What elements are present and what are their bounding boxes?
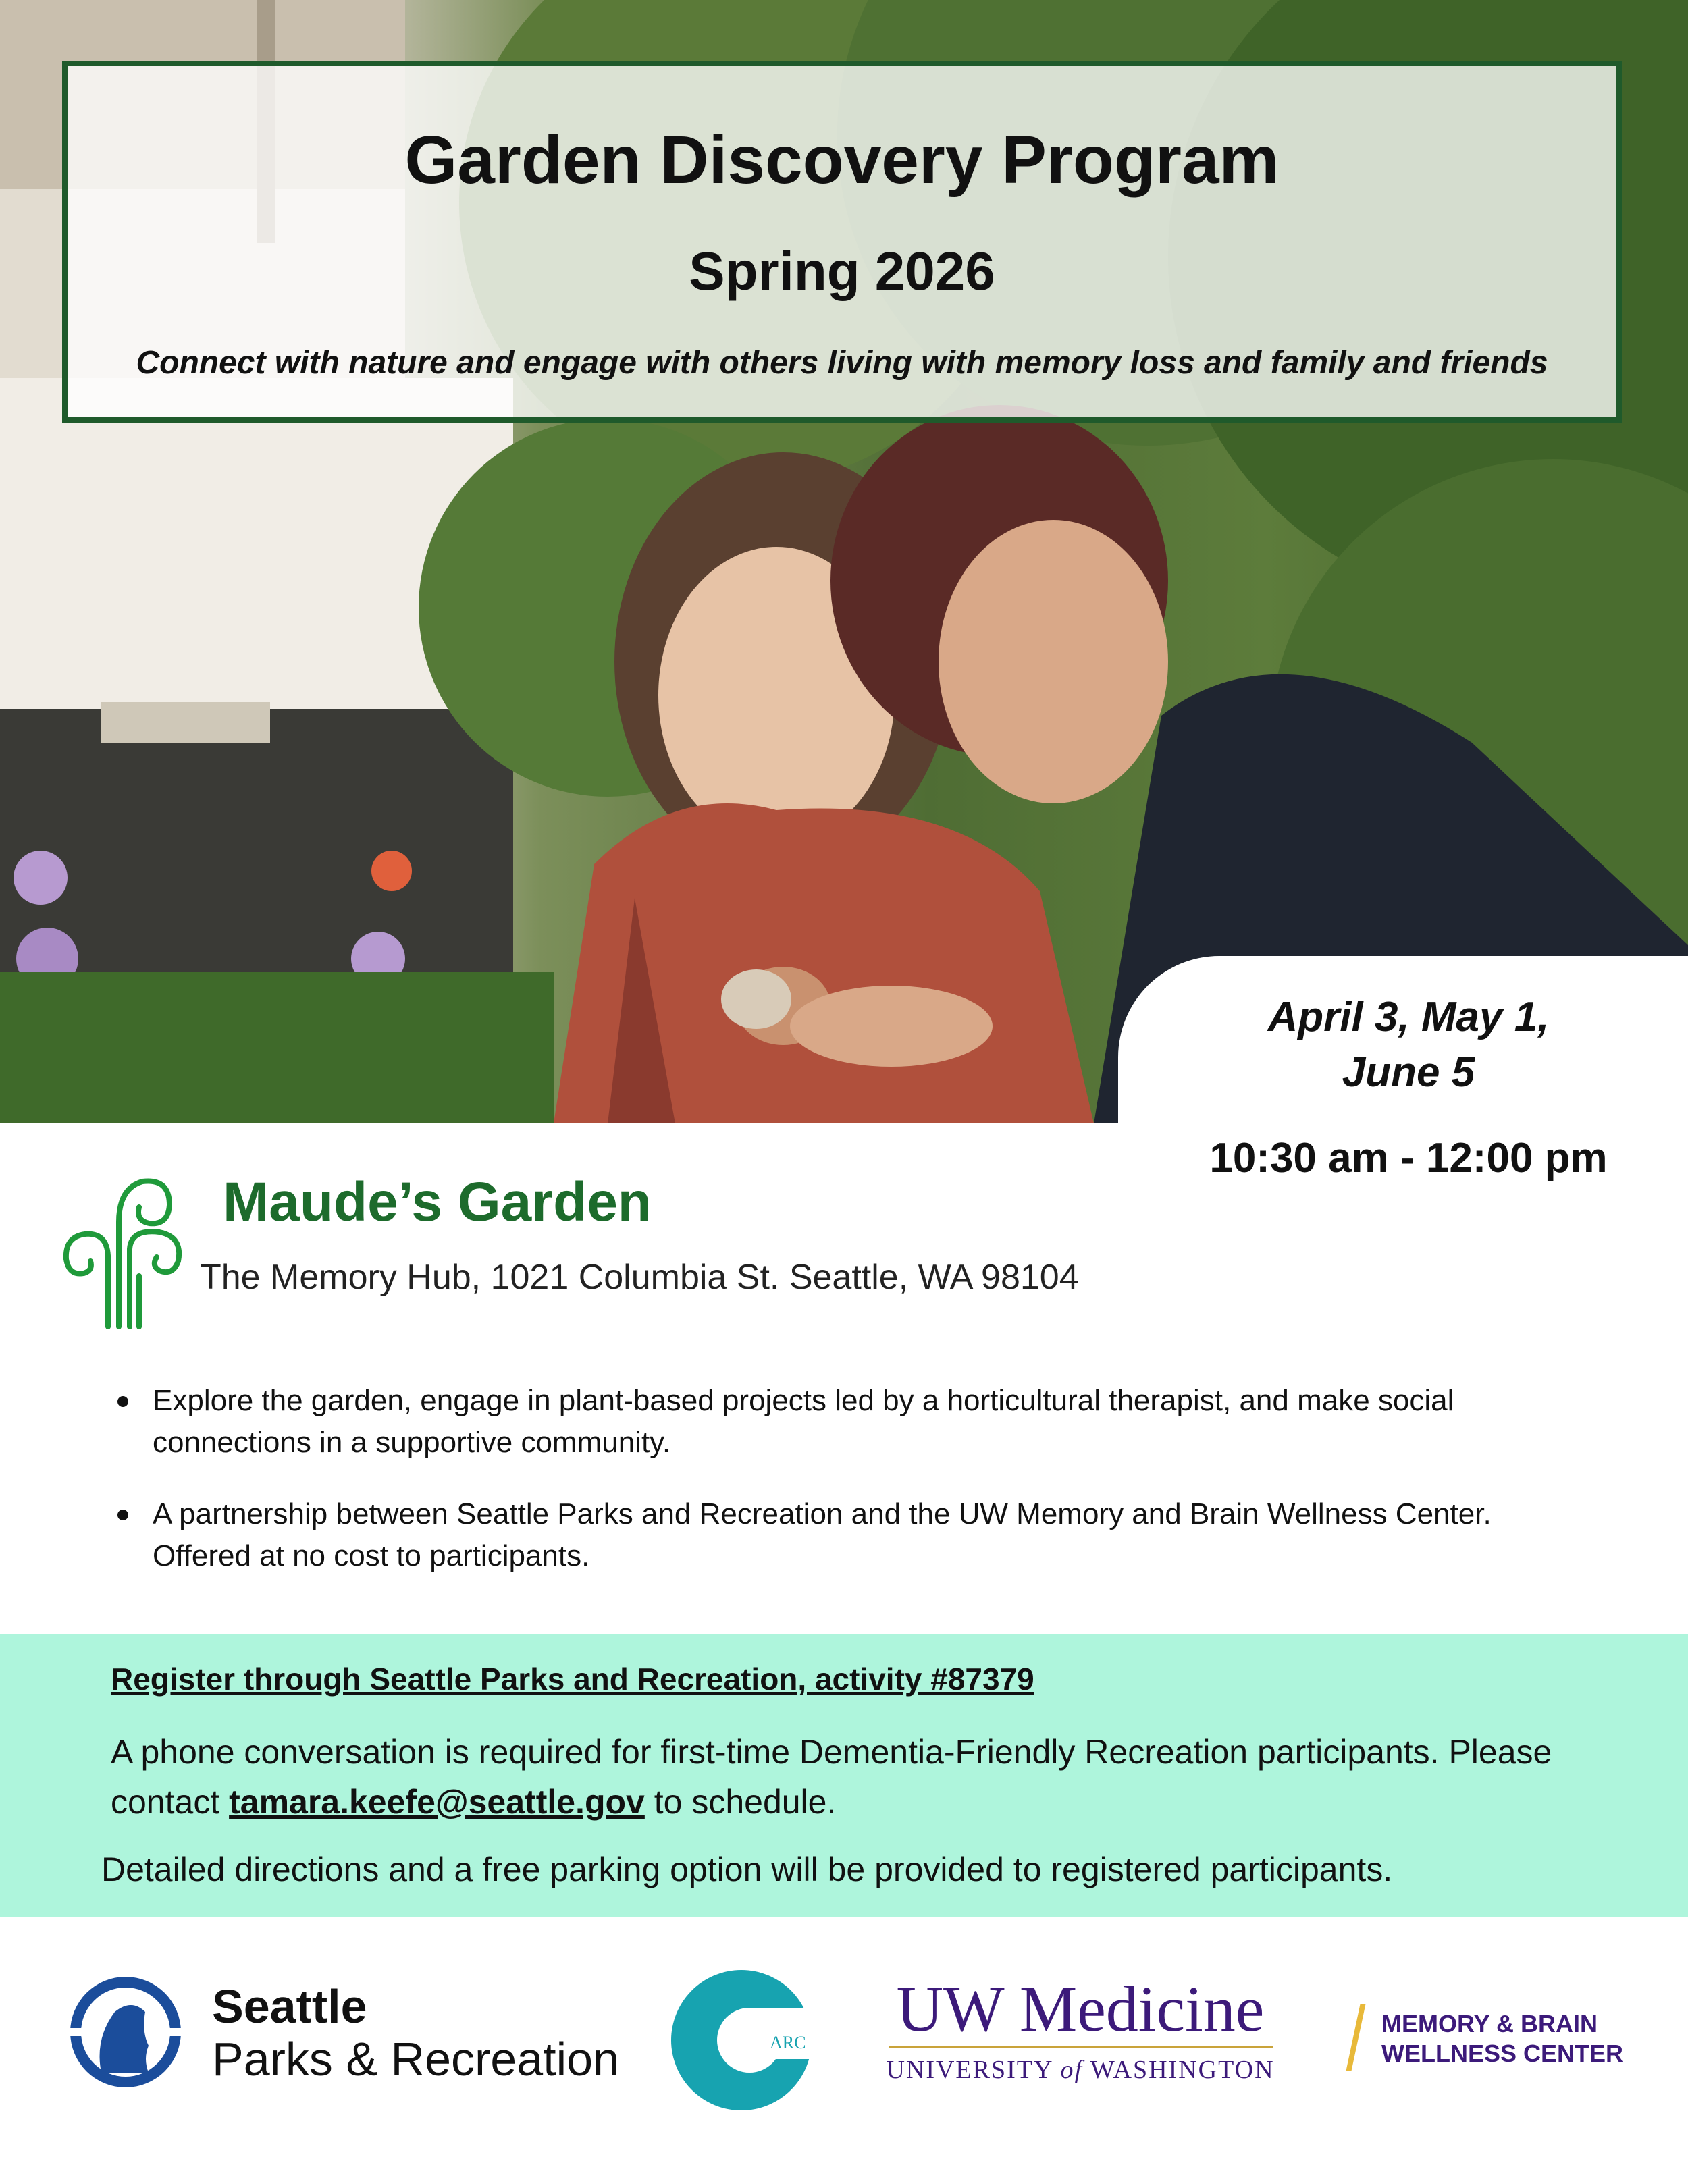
uw-sub-part-3: WASHINGTON (1083, 2056, 1275, 2084)
bullet-icon (117, 1510, 128, 1520)
bullet-text: Explore the garden, engage in plant-based projects led by a horticultural therapist, and make social connections in a supportive community. (153, 1384, 1454, 1459)
spr-name-line-1: Seattle (212, 1980, 367, 2033)
uw-medicine-name: UW Medicine (896, 1973, 1265, 2045)
uw-sub-part-1: UNIVERSITY (886, 2056, 1061, 2084)
seattle-seal-icon (68, 1971, 189, 2093)
list-item (115, 1493, 1539, 1577)
mbw-line-2: WELLNESS CENTER (1381, 2040, 1624, 2067)
program-title: Garden Discovery Program (404, 122, 1280, 198)
dates-line-1: April 3, May 1, (1267, 994, 1550, 1040)
contact-email-link[interactable]: tamara.keefe@seattle.gov (229, 1783, 645, 1821)
memory-brain-wellness-logo (1350, 2004, 1661, 2078)
mbw-name (1381, 2009, 1623, 2069)
parking-note: Detailed directions and a free parking option will be provided to registered participants. (101, 1850, 1393, 1888)
program-season: Spring 2026 (689, 241, 995, 301)
uw-university-name (878, 2055, 1283, 2085)
maudes-garden-logo-icon (58, 1148, 193, 1330)
registration-info (111, 1727, 1596, 1827)
registration-text-after: to schedule. (644, 1783, 837, 1821)
list-item (115, 1380, 1539, 1464)
bullet-icon (117, 1396, 128, 1407)
registration-link[interactable]: Register through Seattle Parks and Recreation, activity #87379 (111, 1661, 1034, 1697)
dates-line-2: June 5 (1342, 1049, 1475, 1096)
registration-text-before: A phone conversation is required for first-time Dementia-Friendly Recreation participants. Please contact (111, 1733, 1552, 1821)
spr-name-line-2: Parks & Recreation (212, 2033, 620, 2085)
bullet-text: A partnership between Seattle Parks and Recreation and the UW Memory and Brain Wellness Center. Offered at no cost to participants. (153, 1497, 1492, 1572)
uw-sub-part-2: of (1060, 2056, 1084, 2084)
mbw-line-1: MEMORY & BRAIN (1381, 2010, 1598, 2037)
registration-band (0, 1634, 1688, 1917)
garden-address: The Memory Hub, 1021 Columbia St. Seattle, WA 98104 (200, 1258, 1079, 1297)
program-time: 10:30 am - 12:00 pm (1209, 1135, 1608, 1181)
program-dates (1118, 990, 1688, 1100)
garden-name: Maude’s Garden (223, 1171, 652, 1233)
program-tagline: Connect with nature and engage with others living with memory loss and family and friends (136, 345, 1548, 381)
seattle-parks-logo (68, 1971, 641, 2093)
title-box (62, 61, 1622, 423)
program-details-list (115, 1380, 1539, 1607)
arc-logo-text: ARC (770, 2033, 806, 2052)
arc-logo-icon (668, 1965, 817, 2113)
gold-slash-icon (1346, 2004, 1365, 2071)
uw-medicine-logo (878, 1971, 1296, 2100)
uw-gold-rule (889, 2046, 1273, 2048)
